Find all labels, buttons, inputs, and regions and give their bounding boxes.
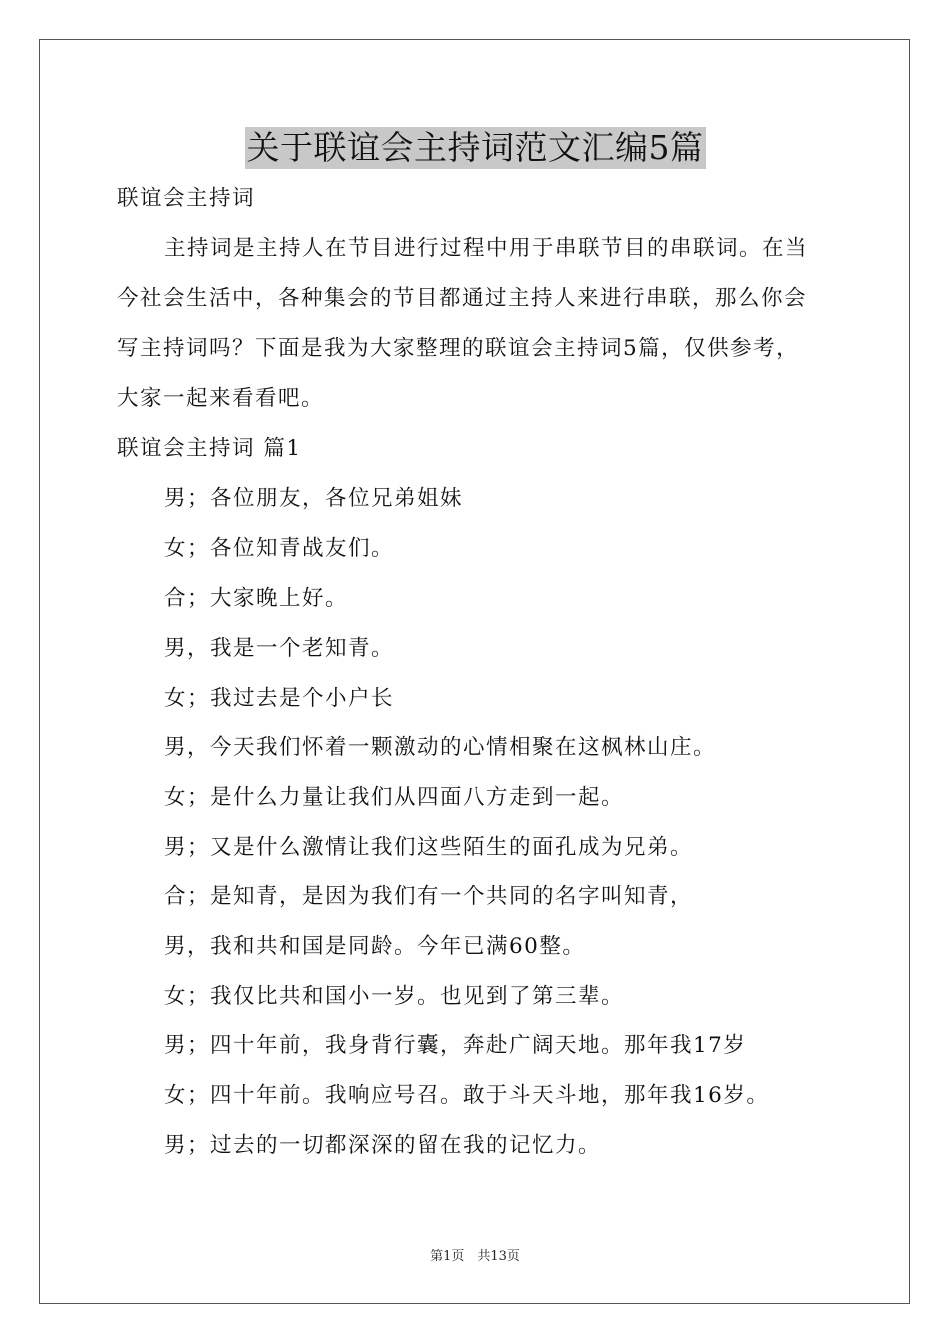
dialogue-line: 女；是什么力量让我们从四面八方走到一起。: [164, 785, 625, 810]
dialogue-line: 男，我是一个老知青。: [164, 636, 395, 661]
page-border: [39, 39, 910, 1304]
title-block: [0, 127, 950, 169]
dialogue-line: 男，今天我们怀着一颗激动的心情相聚在这枫林山庄。: [164, 735, 717, 760]
dialogue-line: 男；四十年前，我身背行囊，奔赴广阔天地。那年我17岁: [164, 1033, 747, 1058]
dialogue-line: 合；是知青，是因为我们有一个共同的名字叫知青，: [164, 884, 694, 909]
page-footer: 第1页 共13页: [430, 1249, 520, 1264]
dialogue-line: 男，我和共和国是同龄。今年已满60整。: [164, 934, 586, 959]
dialogue-line: 女；四十年前。我响应号召。敢于斗天斗地，那年我16岁。: [164, 1083, 770, 1108]
intro-line: 今社会生活中，各种集会的节目都通过主持人来进行串联，那么你会: [117, 286, 808, 311]
dialogue-line: 合；大家晚上好。: [164, 586, 349, 611]
dialogue-line: 男；各位朋友，各位兄弟姐妹: [164, 486, 464, 511]
section-heading: 联谊会主持词: [117, 186, 256, 211]
dialogue-line: 女；我过去是个小户长: [164, 686, 395, 711]
intro-line: 大家一起来看看吧。: [117, 386, 325, 411]
intro-line: 写主持词吗？下面是我为大家整理的联谊会主持词5篇，仅供参考，: [117, 336, 800, 361]
dialogue-line: 男；过去的一切都深深的留在我的记忆力。: [164, 1133, 602, 1158]
intro-line: 主持词是主持人在节目进行过程中用于串联节目的串联词。在当: [164, 236, 809, 261]
dialogue-line: 女；我仅比共和国小一岁。也见到了第三辈。: [164, 984, 625, 1009]
section-heading-part1: 联谊会主持词 篇1: [117, 436, 302, 461]
document-title: 关于联谊会主持词范文汇编5篇: [246, 128, 704, 167]
dialogue-line: 女；各位知青战友们。: [164, 536, 395, 561]
dialogue-line: 男；又是什么激情让我们这些陌生的面孔成为兄弟。: [164, 835, 694, 860]
